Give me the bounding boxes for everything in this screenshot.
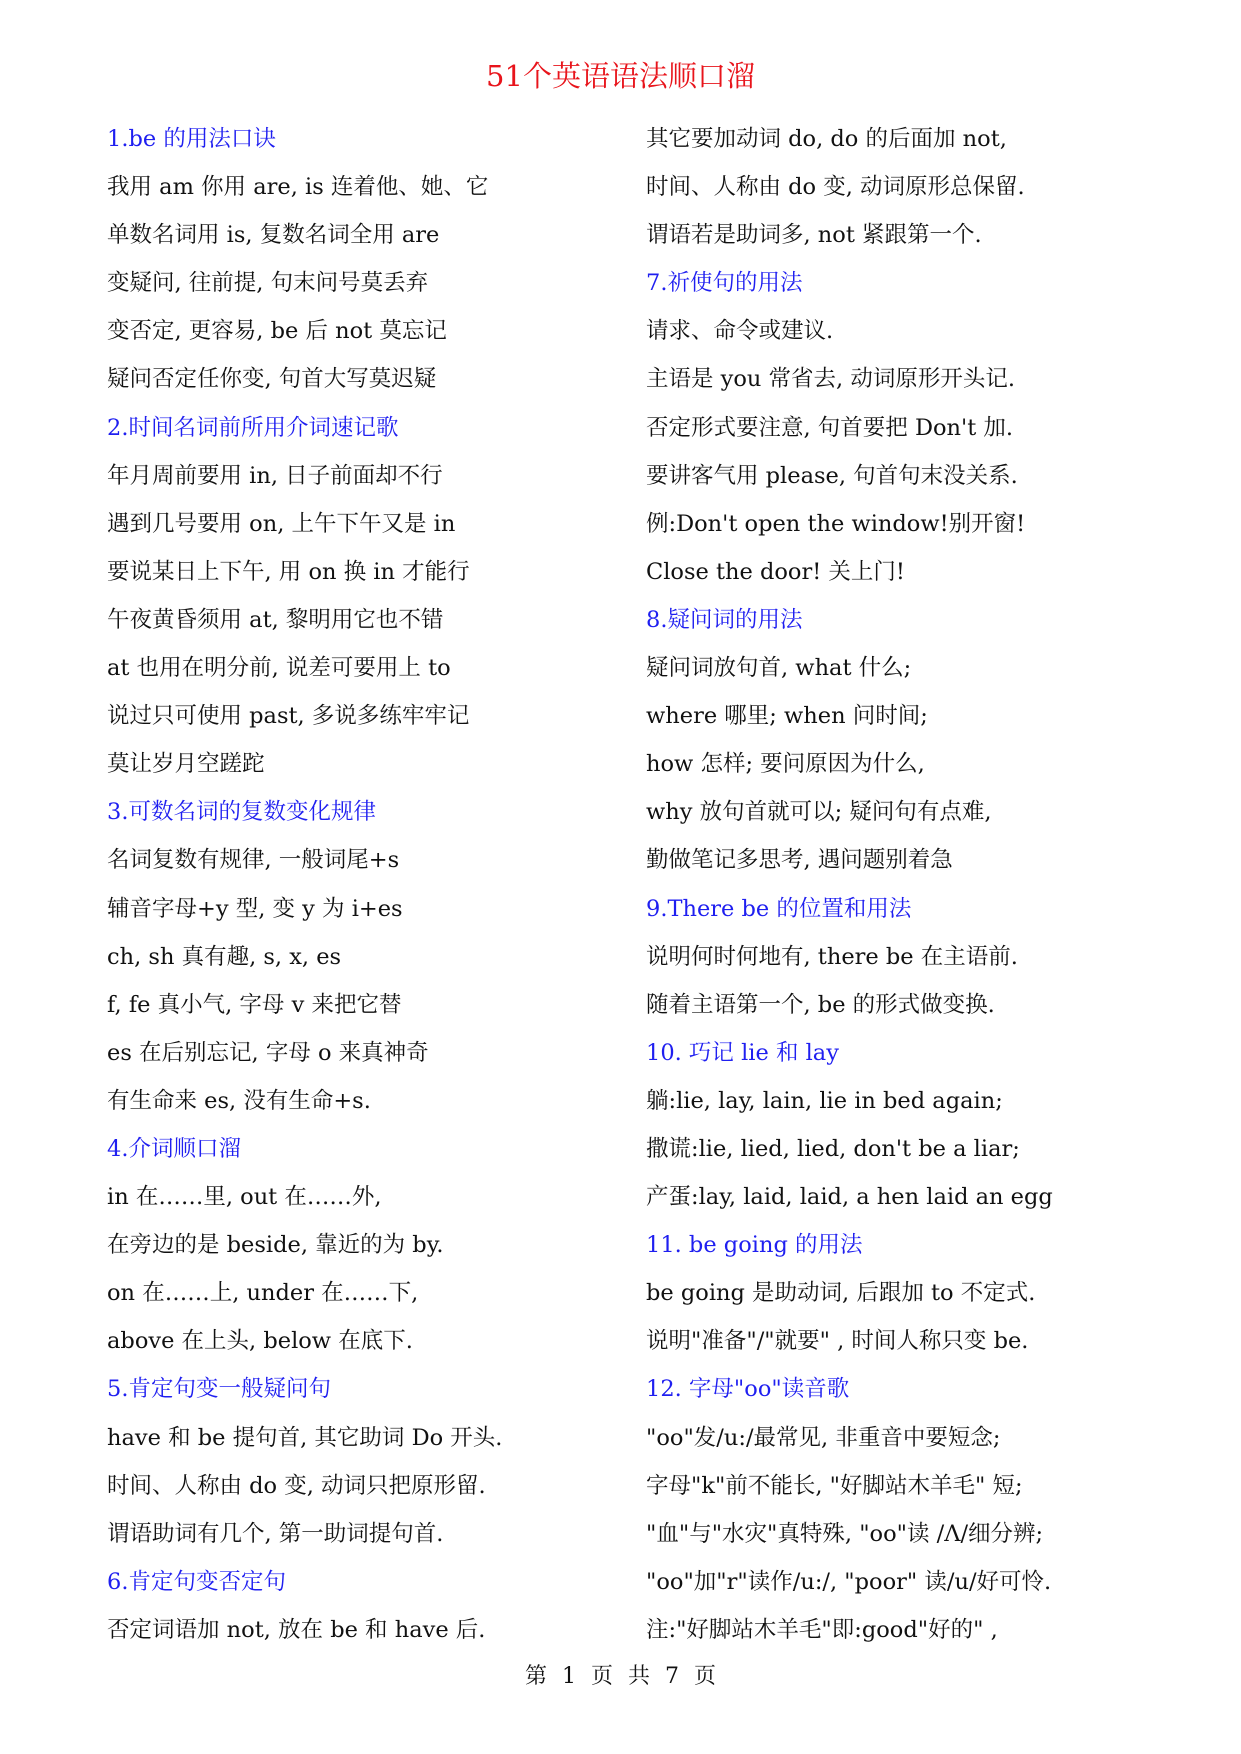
text-line: ch, sh 真有趣, s, x, es [107,943,342,970]
section-heading: 12. 字母"oo"读音歌 [646,1376,850,1403]
text-line: why 放句首就可以; 疑问句有点难, [646,799,992,826]
text-line: 午夜黄昏须用 at, 黎明用它也不错 [107,606,444,633]
text-line: 年月周前要用 in, 日子前面却不行 [107,462,443,489]
text-line: 说过只可使用 past, 多说多练牢牢记 [107,703,470,730]
text-line: es 在后别忘记, 字母 o 来真神奇 [107,1039,429,1066]
text-line: 时间、人称由 do 变, 动词只把原形留. [107,1472,486,1499]
text-line: 谓语若是助词多, not 紧跟第一个. [646,222,982,249]
text-line: 要讲客气用 please, 句首句末没关系. [646,462,1018,489]
text-line: 躺:lie, lay, lain, lie in bed again; [646,1087,1003,1114]
text-line: 莫让岁月空蹉跎 [107,751,265,778]
text-line: where 哪里; when 问时间; [646,703,928,730]
text-line: 主语是 you 常省去, 动词原形开头记. [646,366,1016,393]
text-line: 在旁边的是 beside, 靠近的为 by. [107,1232,444,1259]
text-line: 说明"准备"/"就要" , 时间人称只变 be. [646,1328,1029,1355]
text-line: 疑问否定任你变, 句首大写莫迟疑 [107,366,437,393]
left-column [107,115,647,1654]
section-heading: 1.be 的用法口诀 [107,126,276,152]
section-heading: 6.肯定句变否定句 [107,1568,286,1595]
page-title: 51个英语语法顺口溜 [486,59,755,93]
text-line: 单数名词用 is, 复数名词全用 are [107,222,440,249]
text-line: 撒谎:lie, lied, lied, don't be a liar; [646,1135,1020,1162]
text-line: how 怎样; 要问原因为什么, [646,751,925,778]
section-heading: 4.介词顺口溜 [107,1135,241,1162]
text-line: 要说某日上下午, 用 on 换 in 才能行 [107,558,470,585]
text-line: 字母"k"前不能长, "好脚站木羊毛" 短; [646,1472,1023,1499]
text-line: 否定形式要注意, 句首要把 Don't 加. [646,414,1014,441]
text-line: have 和 be 提句首, 其它助词 Do 开头. [107,1424,503,1451]
text-line: 遇到几号要用 on, 上午下午又是 in [107,510,456,537]
text-line: on 在……上, under 在……下, [107,1280,419,1307]
text-line: 变否定, 更容易, be 后 not 莫忘记 [107,318,447,345]
section-heading: 9.There be 的位置和用法 [646,895,912,922]
text-line: 时间、人称由 do 变, 动词原形总保留. [646,174,1025,201]
text-line: 随着主语第一个, be 的形式做变换. [646,991,995,1018]
section-heading: 5.肯定句变一般疑问句 [107,1376,331,1403]
text-line: 说明何时何地有, there be 在主语前. [646,943,1018,970]
section-heading: 7.祈使句的用法 [646,270,803,297]
text-line: 我用 am 你用 are, is 连着他、她、它 [107,174,489,201]
text-line: 例:Don't open the window!别开窗! [646,510,1026,537]
text-line: "oo"加"r"读作/u:/, "poor" 读/u/好可怜. [646,1568,1052,1595]
text-line: 疑问词放句首, what 什么; [646,655,912,682]
text-line: in 在……里, out 在……外, [107,1184,382,1211]
section-heading: 11. be going 的用法 [646,1232,863,1259]
page-footer: 第 1 页 共 7 页 [525,1664,716,1689]
text-line: 产蛋:lay, laid, laid, a hen laid an egg [646,1184,1053,1211]
text-line: 辅音字母+y 型, 变 y 为 i+es [107,895,403,922]
text-line: above 在上头, below 在底下. [107,1328,413,1355]
text-line: f, fe 真小气, 字母 v 来把它替 [107,991,402,1018]
text-line: 其它要加动词 do, do 的后面加 not, [646,126,1007,152]
section-heading: 8.疑问词的用法 [646,606,803,633]
text-line: be going 是助动词, 后跟加 to 不定式. [646,1280,1036,1307]
text-line: 请求、命令或建议. [646,318,834,345]
text-line: 名词复数有规律, 一般词尾+s [107,847,400,874]
text-line: 勤做笔记多思考, 遇问题别着急 [646,847,953,874]
text-line: 谓语助词有几个, 第一助词提句首. [107,1520,444,1547]
section-heading: 2.时间名词前所用介词速记歌 [107,414,399,441]
text-line: 有生命来 es, 没有生命+s. [107,1087,371,1114]
text-line: at 也用在明分前, 说差可要用上 to [107,655,451,682]
text-line: 变疑问, 往前提, 句末问号莫丢弃 [107,270,429,297]
text-line: 注:"好脚站木羊毛"即:good"好的" , [646,1616,998,1643]
text-line: 否定词语加 not, 放在 be 和 have 后. [107,1616,486,1643]
text-line: "oo"发/u:/最常见, 非重音中要短念; [646,1424,1001,1451]
text-line: Close the door! 关上门! [646,558,905,585]
text-line: "血"与"水灾"真特殊, "oo"读 /Λ/细分辨; [646,1520,1044,1547]
section-heading: 3.可数名词的复数变化规律 [107,799,376,826]
right-column [646,115,1186,1654]
section-heading: 10. 巧记 lie 和 lay [646,1039,839,1066]
